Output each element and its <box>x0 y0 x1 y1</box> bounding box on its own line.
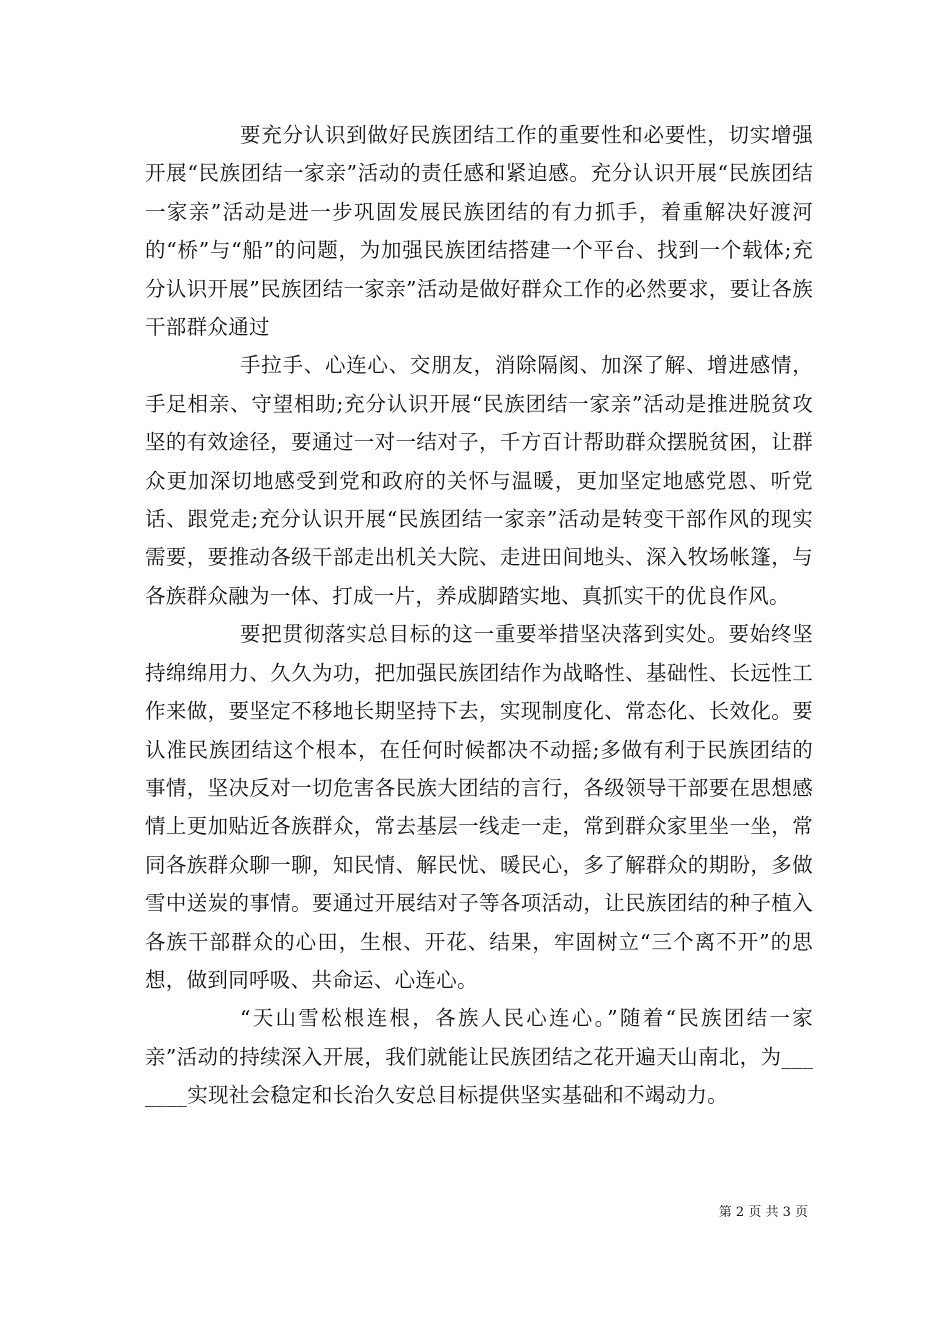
paragraph-1: 要充分认识到做好民族团结工作的重要性和必要性，切实增强开展“民族团结一家亲”活动的责任感和紧迫感。充分认识开展“民族团结一家亲”活动是进一步巩固发展民族团结的有力抓手，着重解决好渡河的“桥”与“船”的问题，为加强民族团结搭建一个平台、找到一个载体;充分认识开展”民族团结一家亲”活动是做好群众工作的必然要求，要让各族干部群众通过 <box>145 123 813 340</box>
paragraph-4: “天山雪松根连根，各族人民心连心。”随着“民族团结一家亲”活动的持续深入开展，我们就能让民族团结之花开遍天山南北，为_______实现社会稳定和长治久安总目标提供坚实基础和不竭动力。 <box>145 1006 813 1108</box>
page-number-footer: 第 2 页 共 3 页 <box>718 1205 808 1220</box>
paragraph-2: 手拉手、心连心、交朋友，消除隔阂、加深了解、增进感情，手足相亲、守望相助;充分认识开展“民族团结一家亲”活动是推进脱贫攻坚的有效途径，要通过一对一结对子，千方百计帮助群众摆脱贫困，让群众更加深切地感受到党和政府的关怀与温暖，更加坚定地感党恩、听党话、跟党走;充分认识开展“民族团结一家亲”活动是转变干部作风的现实需要，要推动各级干部走出机关大院、走进田间地头、深入牧场帐篷，与各族群众融为一体、打成一片，养成脚踏实地、真抓实干的优良作风。 <box>145 353 813 608</box>
paragraph-3: 要把贯彻落实总目标的这一重要举措坚决落到实处。要始终坚持绵绵用力、久久为功，把加强民族团结作为战略性、基础性、长远性工作来做，要坚定不移地长期坚持下去，实现制度化、常态化、长效化。要认准民族团结这个根本，在任何时候都决不动摇;多做有利于民族团结的事情，坚决反对一切危害各民族大团结的言行，各级领导干部要在思想感情上更加贴近各族群众，常去基层一线走一走，常到群众家里坐一坐，常同各族群众聊一聊，知民情、解民忧、暖民心，多了解群众的期盼，多做雪中送炭的事情。要通过开展结对子等各项活动，让民族团结的种子植入各族干部群众的心田，生根、开花、结果，牢固树立“三个离不开”的思想，做到同呼吸、共命运、心连心。 <box>145 622 813 992</box>
document-body <box>145 116 813 1115</box>
